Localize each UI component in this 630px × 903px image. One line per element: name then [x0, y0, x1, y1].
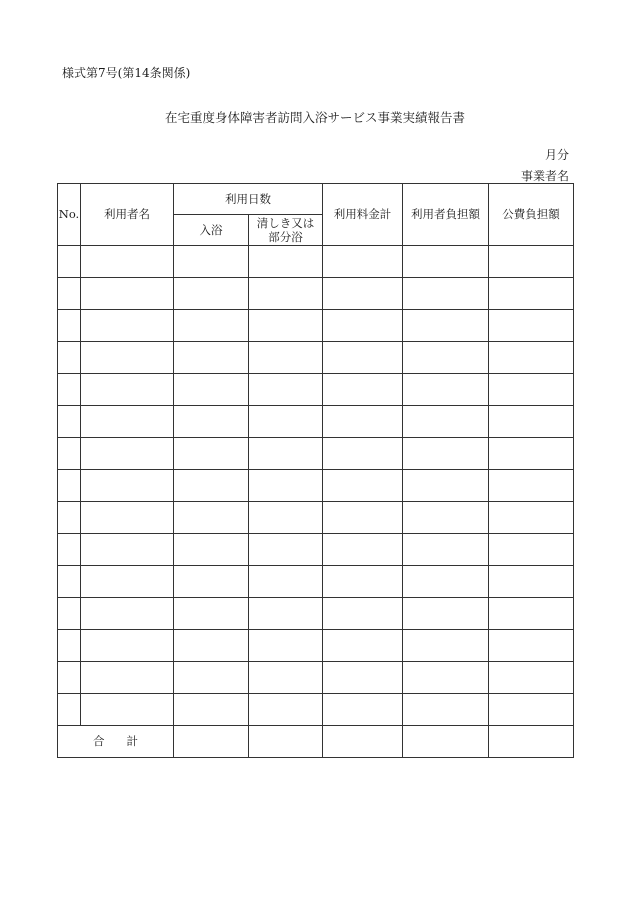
user-burden-cell[interactable]	[403, 310, 489, 342]
wipe-days-cell[interactable]	[249, 662, 323, 694]
col-usage-days-label: 利用日数	[225, 191, 271, 206]
table-row	[58, 502, 574, 534]
no-cell[interactable]	[58, 694, 81, 726]
usage-fee-cell[interactable]	[323, 406, 403, 438]
table-row	[58, 278, 574, 310]
col-user-burden-header	[403, 184, 489, 246]
col-public-burden-header	[489, 184, 574, 246]
public-burden-cell[interactable]	[489, 438, 574, 470]
wipe-days-cell[interactable]	[249, 374, 323, 406]
user-name-cell[interactable]	[81, 630, 174, 662]
operator-name-label: 事業者名	[520, 169, 569, 183]
col-public-burden-label: 公費負担額	[502, 207, 560, 222]
user-name-cell[interactable]	[81, 406, 174, 438]
wipe-days-cell[interactable]	[249, 630, 323, 662]
col-wipe-header	[249, 215, 323, 246]
user-name-cell[interactable]	[81, 374, 174, 406]
user-name-cell[interactable]	[81, 694, 174, 726]
no-cell[interactable]	[58, 534, 81, 566]
wipe-days-cell[interactable]	[249, 342, 323, 374]
table-row	[58, 406, 574, 438]
user-burden-cell[interactable]	[403, 246, 489, 278]
usage-fee-cell[interactable]	[323, 598, 403, 630]
no-cell[interactable]	[58, 310, 81, 342]
bath-days-cell[interactable]	[174, 374, 249, 406]
table-row	[58, 566, 574, 598]
no-cell[interactable]	[58, 502, 81, 534]
wipe-days-cell[interactable]	[249, 502, 323, 534]
usage-fee-cell[interactable]	[323, 694, 403, 726]
wipe-days-cell[interactable]	[249, 406, 323, 438]
col-user-burden-label: 利用者負担額	[411, 207, 480, 222]
user-burden-cell[interactable]	[403, 438, 489, 470]
bath-days-cell[interactable]	[174, 502, 249, 534]
user-burden-cell[interactable]	[403, 278, 489, 310]
bath-days-cell[interactable]	[174, 566, 249, 598]
table-row	[58, 310, 574, 342]
wipe-days-cell[interactable]	[249, 598, 323, 630]
user-name-cell[interactable]	[81, 246, 174, 278]
page-title: 在宅重度身体障害者訪問入浴サービス事業実績報告書	[164, 110, 465, 125]
usage-fee-cell[interactable]	[323, 630, 403, 662]
bath-days-cell[interactable]	[174, 534, 249, 566]
total-wipe-cell[interactable]	[249, 726, 323, 758]
table-row	[58, 662, 574, 694]
bath-days-cell[interactable]	[174, 278, 249, 310]
col-usage-fee-total-label: 利用料金計	[333, 207, 392, 222]
public-burden-cell[interactable]	[489, 662, 574, 694]
public-burden-cell[interactable]	[489, 342, 574, 374]
total-row	[58, 726, 574, 758]
usage-fee-cell[interactable]	[323, 470, 403, 502]
col-bath-label: 入浴	[199, 222, 223, 237]
table-row	[58, 246, 574, 278]
user-burden-cell[interactable]	[403, 374, 489, 406]
public-burden-cell[interactable]	[489, 310, 574, 342]
public-burden-cell[interactable]	[489, 694, 574, 726]
user-burden-cell[interactable]	[403, 694, 489, 726]
public-burden-cell[interactable]	[489, 278, 574, 310]
col-usage-fee-total-header	[323, 184, 403, 246]
public-burden-cell[interactable]	[489, 374, 574, 406]
no-cell[interactable]	[58, 342, 81, 374]
user-name-cell[interactable]	[81, 534, 174, 566]
no-cell[interactable]	[58, 278, 81, 310]
total-label-part1: 合	[93, 734, 105, 749]
usage-fee-cell[interactable]	[323, 534, 403, 566]
table-row	[58, 342, 574, 374]
no-cell[interactable]	[58, 246, 81, 278]
public-burden-cell[interactable]	[489, 470, 574, 502]
user-burden-cell[interactable]	[403, 662, 489, 694]
user-name-cell[interactable]	[81, 278, 174, 310]
total-usage-fee-cell[interactable]	[323, 726, 403, 758]
user-name-cell[interactable]	[81, 310, 174, 342]
public-burden-cell[interactable]	[489, 406, 574, 438]
wipe-days-cell[interactable]	[249, 694, 323, 726]
wipe-days-cell[interactable]	[249, 246, 323, 278]
col-bath-header	[174, 215, 249, 246]
user-name-cell[interactable]	[81, 470, 174, 502]
no-cell[interactable]	[58, 374, 81, 406]
form-number: 様式第7号(第14条関係)	[62, 66, 191, 80]
wipe-days-cell[interactable]	[249, 470, 323, 502]
public-burden-cell[interactable]	[489, 566, 574, 598]
public-burden-cell[interactable]	[489, 246, 574, 278]
user-burden-cell[interactable]	[403, 566, 489, 598]
bath-days-cell[interactable]	[174, 470, 249, 502]
table-row	[58, 470, 574, 502]
user-name-cell[interactable]	[81, 566, 174, 598]
user-burden-cell[interactable]	[403, 470, 489, 502]
month-label: 月分	[544, 148, 569, 162]
usage-fee-cell[interactable]	[323, 566, 403, 598]
total-bath-cell[interactable]	[174, 726, 249, 758]
bath-days-cell[interactable]	[174, 310, 249, 342]
bath-days-cell[interactable]	[174, 662, 249, 694]
wipe-days-cell[interactable]	[249, 534, 323, 566]
no-cell[interactable]	[58, 598, 81, 630]
bath-days-cell[interactable]	[174, 246, 249, 278]
total-label-part2: 計	[126, 734, 138, 749]
usage-fee-cell[interactable]	[323, 310, 403, 342]
wipe-days-cell[interactable]	[249, 310, 323, 342]
table-row	[58, 438, 574, 470]
total-label	[58, 726, 174, 758]
usage-fee-cell[interactable]	[323, 502, 403, 534]
table-row	[58, 598, 574, 630]
public-burden-cell[interactable]	[489, 534, 574, 566]
col-wipe-label-line2: 部分浴	[268, 230, 303, 244]
user-burden-cell[interactable]	[403, 534, 489, 566]
no-cell[interactable]	[58, 662, 81, 694]
usage-fee-cell[interactable]	[323, 438, 403, 470]
user-burden-cell[interactable]	[403, 630, 489, 662]
bath-days-cell[interactable]	[174, 406, 249, 438]
no-cell[interactable]	[58, 566, 81, 598]
table-row	[58, 630, 574, 662]
usage-fee-cell[interactable]	[323, 278, 403, 310]
user-name-cell[interactable]	[81, 662, 174, 694]
no-cell[interactable]	[58, 630, 81, 662]
wipe-days-cell[interactable]	[249, 438, 323, 470]
col-usage-days-header	[174, 184, 323, 215]
col-no-label: No.	[58, 207, 80, 222]
public-burden-cell[interactable]	[489, 630, 574, 662]
no-cell[interactable]	[58, 406, 81, 438]
col-user-name-header	[81, 184, 174, 246]
user-burden-cell[interactable]	[403, 342, 489, 374]
no-cell[interactable]	[58, 438, 81, 470]
table-row	[58, 694, 574, 726]
bath-days-cell[interactable]	[174, 438, 249, 470]
wipe-days-cell[interactable]	[249, 566, 323, 598]
total-user-burden-cell[interactable]	[403, 726, 489, 758]
user-burden-cell[interactable]	[403, 598, 489, 630]
no-cell[interactable]	[58, 470, 81, 502]
col-user-name-label: 利用者名	[104, 207, 150, 222]
table-row	[58, 534, 574, 566]
user-burden-cell[interactable]	[403, 406, 489, 438]
wipe-days-cell[interactable]	[249, 278, 323, 310]
bath-days-cell[interactable]	[174, 342, 249, 374]
bath-days-cell[interactable]	[174, 598, 249, 630]
usage-fee-cell[interactable]	[323, 662, 403, 694]
user-burden-cell[interactable]	[403, 502, 489, 534]
bath-days-cell[interactable]	[174, 694, 249, 726]
report-table	[57, 183, 574, 758]
public-burden-cell[interactable]	[489, 502, 574, 534]
usage-fee-cell[interactable]	[323, 374, 403, 406]
usage-fee-cell[interactable]	[323, 246, 403, 278]
bath-days-cell[interactable]	[174, 630, 249, 662]
user-name-cell[interactable]	[81, 502, 174, 534]
public-burden-cell[interactable]	[489, 598, 574, 630]
table-row	[58, 374, 574, 406]
col-wipe-label-line1: 清しき又は	[256, 215, 315, 230]
total-public-burden-cell[interactable]	[489, 726, 574, 758]
usage-fee-cell[interactable]	[323, 342, 403, 374]
user-name-cell[interactable]	[81, 342, 174, 374]
col-no-header	[58, 184, 81, 246]
user-name-cell[interactable]	[81, 438, 174, 470]
user-name-cell[interactable]	[81, 598, 174, 630]
